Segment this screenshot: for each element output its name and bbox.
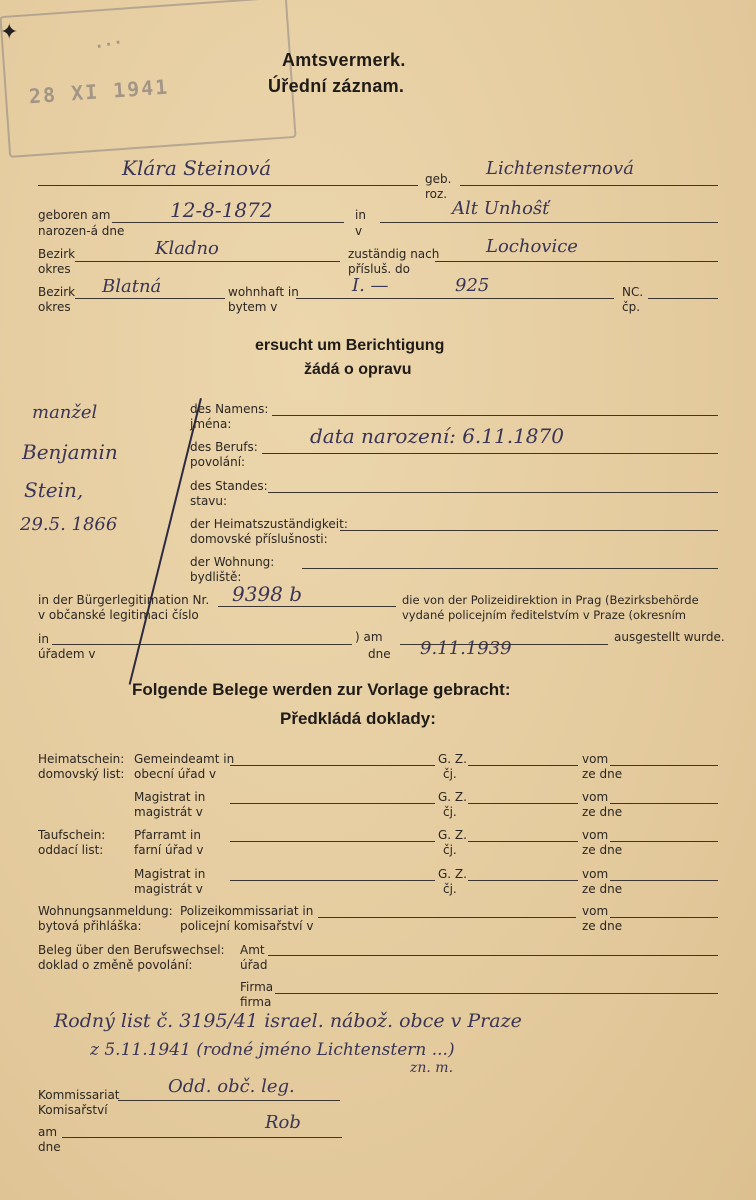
zedne-label-1: ze dne <box>582 767 623 781</box>
oddaci-label: oddací list: <box>38 843 104 857</box>
policejni-label: policejní komisařství v <box>180 919 314 933</box>
title-czech: Úřední záznam. <box>268 76 405 96</box>
name-handwritten: Klára Steinová <box>122 156 272 180</box>
cp-label: čp. <box>622 300 641 314</box>
issuer-label: die von der Polizeidirektion in Prag (Bezirksbehörde <box>402 593 699 607</box>
stamp-date: 28 XI 1941 <box>28 74 170 109</box>
request-heading: ersucht um Berichtigung <box>255 337 445 354</box>
bezirk-label: Bezirk <box>38 247 76 261</box>
amt-label: Amt <box>240 943 265 957</box>
polizei-label: Polizeikommissariat in <box>180 904 314 918</box>
am-footer-label: am <box>38 1125 58 1139</box>
okres-label: okres <box>38 262 71 276</box>
vom-label-3: vom <box>582 828 609 842</box>
heimatschein-label: Heimatschein: <box>38 752 125 766</box>
district2-handwritten: Blatná <box>102 276 162 297</box>
house-number-handwritten: 925 <box>455 275 490 296</box>
magistrat-cz-label-2: magistrát v <box>134 882 203 896</box>
legitimation-label-cz: v občanské legitimaci číslo <box>38 608 199 622</box>
farni-label: farní úřad v <box>134 843 204 857</box>
domovske-label: domovské příslušnosti: <box>190 532 328 546</box>
magistrat-label-1: Magistrat in <box>134 790 206 804</box>
v-label: v <box>355 224 363 238</box>
cj-label-4: čj. <box>443 882 457 896</box>
taufschein-label: Taufschein: <box>38 828 106 842</box>
doklad-label: doklad o změně povolání: <box>38 958 193 972</box>
margin-note-line1: manžel <box>32 402 98 423</box>
okres2-label: okres <box>38 300 71 314</box>
birth-place-handwritten: Alt Unhoŝť <box>452 198 550 219</box>
bezirk2-label: Bezirk <box>38 285 76 299</box>
wohnhaft-label: wohnhaft in <box>228 285 299 299</box>
obecni-label: obecní úřad v <box>134 767 217 781</box>
kommissariat-handwritten: Odd. obč. leg. <box>168 1076 295 1097</box>
komisarstvi-label: Komisařství <box>38 1103 108 1117</box>
born-label-cz: narozen-á dne <box>38 224 125 238</box>
jurisdiction-handwritten: Lochovice <box>486 236 578 257</box>
prislus-label: přísluš. do <box>348 262 410 276</box>
margin-note-line2: Benjamin <box>22 440 118 464</box>
gz-label-2: G. Z. <box>438 790 467 804</box>
magistrat-cz-label-1: magistrát v <box>134 805 203 819</box>
am-label: ) am <box>355 630 383 644</box>
cj-label-3: čj. <box>443 843 457 857</box>
dne-footer-label: dne <box>38 1140 61 1154</box>
gz-label-3: G. Z. <box>438 828 467 842</box>
stavu-label: stavu: <box>190 494 228 508</box>
zedne-label-4: ze dne <box>582 882 623 896</box>
note-line3-handwritten: zn. m. <box>410 1060 454 1076</box>
residence-handwritten: I. — <box>352 275 389 296</box>
jmena-label: jména: <box>190 417 232 431</box>
namens-label: des Namens: <box>190 402 269 416</box>
wohnung-label: der Wohnung: <box>190 555 275 569</box>
cj-label-1: čj. <box>443 767 457 781</box>
bytova-label: bytová přihláška: <box>38 919 142 933</box>
kommissariat-label: Kommissariat <box>38 1088 120 1102</box>
gz-label-4: G. Z. <box>438 867 467 881</box>
documents-heading-cz: Předkládá doklady: <box>280 709 436 728</box>
firma-cz-label: firma <box>240 995 272 1009</box>
legitimation-label: in der Bürgerlegitimation Nr. <box>38 593 210 607</box>
vom-label-2: vom <box>582 790 609 804</box>
margin-note-line4: 29.5. 1866 <box>20 514 118 535</box>
title-german: Amtsvermerk. <box>282 50 406 70</box>
gz-label-1: G. Z. <box>438 752 467 766</box>
domovsky-label: domovský list: <box>38 767 125 781</box>
beleg-label: Beleg über den Berufswechsel: <box>38 943 225 957</box>
berufs-label: des Berufs: <box>190 440 258 454</box>
correction-handwritten: data narození: 6.11.1870 <box>310 424 564 448</box>
uradem-label: úřadem v <box>38 647 96 661</box>
cj-label-2: čj. <box>443 805 457 819</box>
signature-handwritten: Rob <box>265 1112 301 1133</box>
issue-date-handwritten: 9.11.1939 <box>420 638 512 659</box>
note-line2-handwritten: z 5.11.1941 (rodné jméno Lichtenstern ...) <box>90 1040 455 1060</box>
vom-label-1: vom <box>582 752 609 766</box>
bydliste-label: bydliště: <box>190 570 242 584</box>
in-label: in <box>355 208 366 222</box>
roz-label: roz. <box>425 187 448 201</box>
pfarramt-label: Pfarramt in <box>134 828 201 842</box>
urad-label: úřad <box>240 958 268 972</box>
vom-label-5: vom <box>582 904 609 918</box>
margin-note-line3: Stein, <box>24 478 84 502</box>
born-label: geboren am <box>38 208 111 222</box>
nc-label: NC. <box>622 285 644 299</box>
vom-label-4: vom <box>582 867 609 881</box>
geb-label: geb. <box>425 172 452 186</box>
bytem-label: bytem v <box>228 300 278 314</box>
stamp-text: ... <box>91 27 124 53</box>
ausgestellt-label: ausgestellt wurde. <box>614 630 725 644</box>
firma-label: Firma <box>240 980 274 994</box>
wohnungsanmeldung-label: Wohnungsanmeldung: <box>38 904 173 918</box>
zustandig-label: zuständig nach <box>348 247 440 261</box>
maiden-name-handwritten: Lichtensternová <box>486 158 634 179</box>
district-handwritten: Kladno <box>155 238 219 259</box>
zedne-label-5: ze dne <box>582 919 623 933</box>
birth-date-handwritten: 12-8-1872 <box>170 198 273 222</box>
standes-label: des Standes: <box>190 479 268 493</box>
corner-mark-icon: ✦ <box>0 20 19 45</box>
request-heading-cz: žádá o opravu <box>304 361 412 378</box>
in2-label: in <box>38 632 49 646</box>
legitimation-number-handwritten: 9398 b <box>232 582 303 606</box>
gemeindeamt-label: Gemeindeamt in <box>134 752 235 766</box>
povolani-label: povolání: <box>190 455 246 469</box>
issuer-label-cz: vydané policejním ředitelstvím v Praze (okresním <box>402 608 686 622</box>
magistrat-label-2: Magistrat in <box>134 867 206 881</box>
zedne-label-2: ze dne <box>582 805 623 819</box>
heimat-label: der Heimatszuständigkeit: <box>190 517 348 531</box>
registration-stamp <box>0 0 297 158</box>
documents-heading: Folgende Belege werden zur Vorlage gebracht: <box>132 680 511 699</box>
note-line1-handwritten: Rodný list č. 3195/41 israel. nábož. obce v Praze <box>54 1010 522 1032</box>
zedne-label-3: ze dne <box>582 843 623 857</box>
dne-label: dne <box>368 647 391 661</box>
